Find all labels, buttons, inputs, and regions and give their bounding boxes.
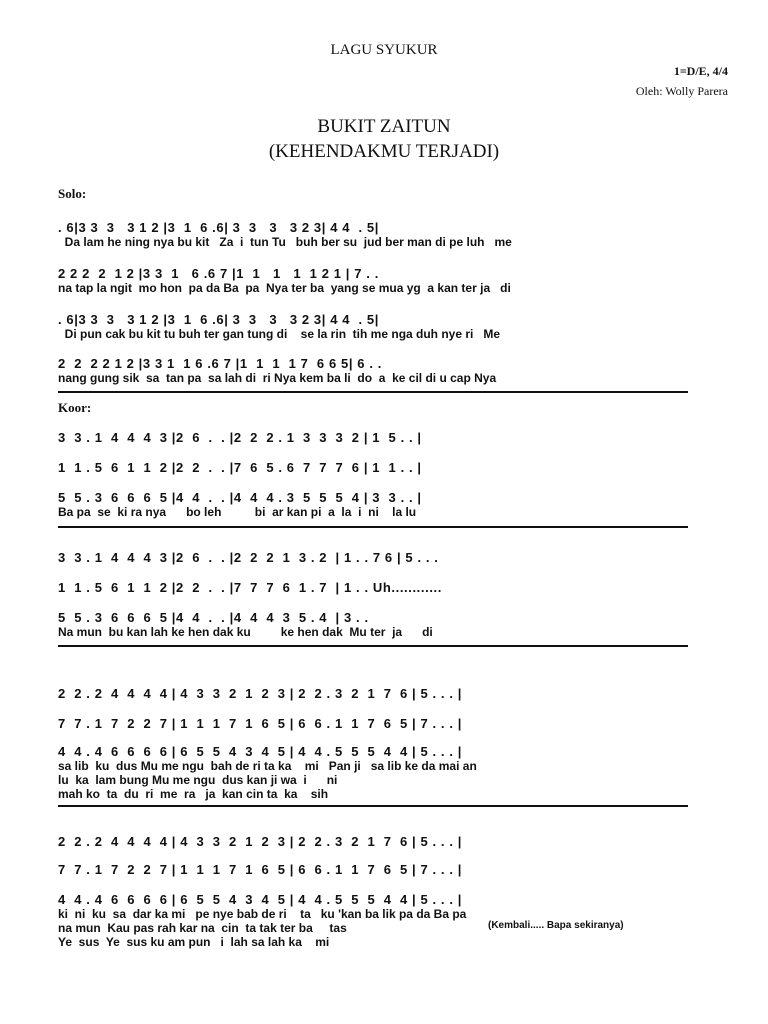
lyrics-line: Da lam he ning nya bu kit Za i tun Tu buh ber su jud ber man di pe luh me <box>58 235 512 249</box>
lyrics-line: lu ka lam bung Mu me ngu dus kan ji wa i ni <box>58 773 338 787</box>
koor-b-voice-2 <box>58 580 678 595</box>
solo-line-1 <box>58 220 678 249</box>
koor-a-voice-1 <box>58 430 678 445</box>
notation-line: 7 7 . 1 7 2 2 7 | 1 1 1 7 1 6 5 | 6 6 . 1 1 7 6 5 | 7 . . . | <box>58 716 463 731</box>
song-title: BUKIT ZAITUN <box>317 116 451 137</box>
koor-b-voice-3 <box>58 610 678 639</box>
solo-line-4 <box>58 356 678 385</box>
key-signature: 1=D/E, 4/4 <box>673 64 728 78</box>
notation-line: 5 5 . 3 6 6 6 5 |4 4 . . |4 4 4 . 3 5 5 5 4 | 3 3 . . | <box>58 490 422 505</box>
lyrics-line: na tap la ngit mo hon pa da Ba pa Nya ter ba yang se mua yg a kan ter ja di <box>58 281 511 295</box>
koor-c-voice-1 <box>58 686 678 701</box>
section-divider <box>58 391 688 393</box>
solo-line-2 <box>58 266 678 295</box>
notation-line: 2 2 2 2 1 2 |3 3 1 1 6 .6 7 |1 1 1 1 7 6 6 5| 6 . . <box>58 356 382 371</box>
koor-c-voice-2 <box>58 716 678 731</box>
section-divider <box>58 645 688 647</box>
notation-line: 2 2 . 2 4 4 4 4 | 4 3 3 2 1 2 3 | 2 2 . 3 2 1 7 6 | 5 . . . | <box>58 686 463 701</box>
koor-section-label: Koor: <box>58 400 92 415</box>
notation-line: 5 5 . 3 6 6 6 5 |4 4 . . |4 4 4 3 5 . 4 | 3 . . <box>58 610 369 625</box>
lyrics-line: sa lib ku dus Mu me ngu bah de ri ta ka mi Pan ji sa lib ke da mai an <box>58 759 477 773</box>
notation-line: 2 2 . 2 4 4 4 4 | 4 3 3 2 1 2 3 | 2 2 . 3 2 1 7 6 | 5 . . . | <box>58 834 463 849</box>
lyrics-line: ki ni ku sa dar ka mi pe nye bab de ri ta ku 'kan ba lik pa da Ba pa <box>58 907 467 921</box>
notation-line: 4 4 . 4 6 6 6 6 | 6 5 5 4 3 4 5 | 4 4 . 5 5 5 4 4 | 5 . . . | <box>58 892 463 907</box>
koor-d-voice-1 <box>58 834 678 849</box>
koor-a-voice-2 <box>58 460 678 475</box>
notation-line: 1 1 . 5 6 1 1 2 |2 2 . . |7 7 7 6 1 . 7 | 1 . . Uh............ <box>58 580 442 595</box>
koor-c-voice-3 <box>58 744 678 801</box>
lyrics-line: Na mun bu kan lah ke hen dak ku ke hen dak Mu ter ja di <box>58 625 433 639</box>
koor-d-voice-2 <box>58 862 678 877</box>
lyrics-line: mah ko ta du ri me ra ja kan cin ta ka sih <box>58 787 329 801</box>
solo-section-label: Solo: <box>58 186 87 201</box>
notation-line: 3 3 . 1 4 4 4 3 |2 6 . . |2 2 2 . 1 3 3 3 2 | 1 5 . . | <box>58 430 422 445</box>
reprise-note: (Kembali..... Bapa sekiranya) <box>488 920 624 931</box>
lyrics-line: Di pun cak bu kit tu buh ter gan tung di se la rin tih me nga duh nye ri Me <box>58 327 501 341</box>
lyrics-line: na mun Kau pas rah kar na cin ta tak ter ba tas <box>58 921 347 935</box>
lyrics-line: Ye sus Ye sus ku am pun i lah sa lah ka mi <box>58 935 330 949</box>
section-divider <box>58 805 688 807</box>
notation-line: . 6|3 3 3 3 1 2 |3 1 6 .6| 3 3 3 3 2 3| 4 4 . 5| <box>58 312 379 327</box>
lyrics-line: nang gung sik sa tan pa sa lah di ri Nya kem ba li do a ke cil di u cap Nya <box>58 371 497 385</box>
song-header-label: LAGU SYUKUR <box>330 42 438 58</box>
notation-line: 1 1 . 5 6 1 1 2 |2 2 . . |7 6 5 . 6 7 7 7 6 | 1 1 . . | <box>58 460 422 475</box>
koor-a-voice-3 <box>58 490 678 519</box>
solo-line-3 <box>58 312 678 341</box>
song-subtitle: (KEHENDAKMU TERJADI) <box>268 141 500 162</box>
lyrics-line: Ba pa se ki ra nya bo leh bi ar kan pi a la i ni la lu <box>58 505 417 519</box>
section-divider <box>58 526 688 528</box>
notation-line: 7 7 . 1 7 2 2 7 | 1 1 1 7 1 6 5 | 6 6 . 1 1 7 6 5 | 7 . . . | <box>58 862 463 877</box>
notation-line: 4 4 . 4 6 6 6 6 | 6 5 5 4 3 4 5 | 4 4 . 5 5 5 4 4 | 5 . . . | <box>58 744 463 759</box>
notation-line: 2 2 2 2 1 2 |3 3 1 6 .6 7 |1 1 1 1 1 2 1 | 7 . . <box>58 266 379 281</box>
notation-line: 3 3 . 1 4 4 4 3 |2 6 . . |2 2 2 1 3 . 2 | 1 . . 7 6 | 5 . . . <box>58 550 439 565</box>
notation-line: . 6|3 3 3 3 1 2 |3 1 6 .6| 3 3 3 3 2 3| 4 4 . 5| <box>58 220 379 235</box>
koor-b-voice-1 <box>58 550 678 565</box>
author-credit: Oleh: Wolly Parera <box>635 84 728 98</box>
